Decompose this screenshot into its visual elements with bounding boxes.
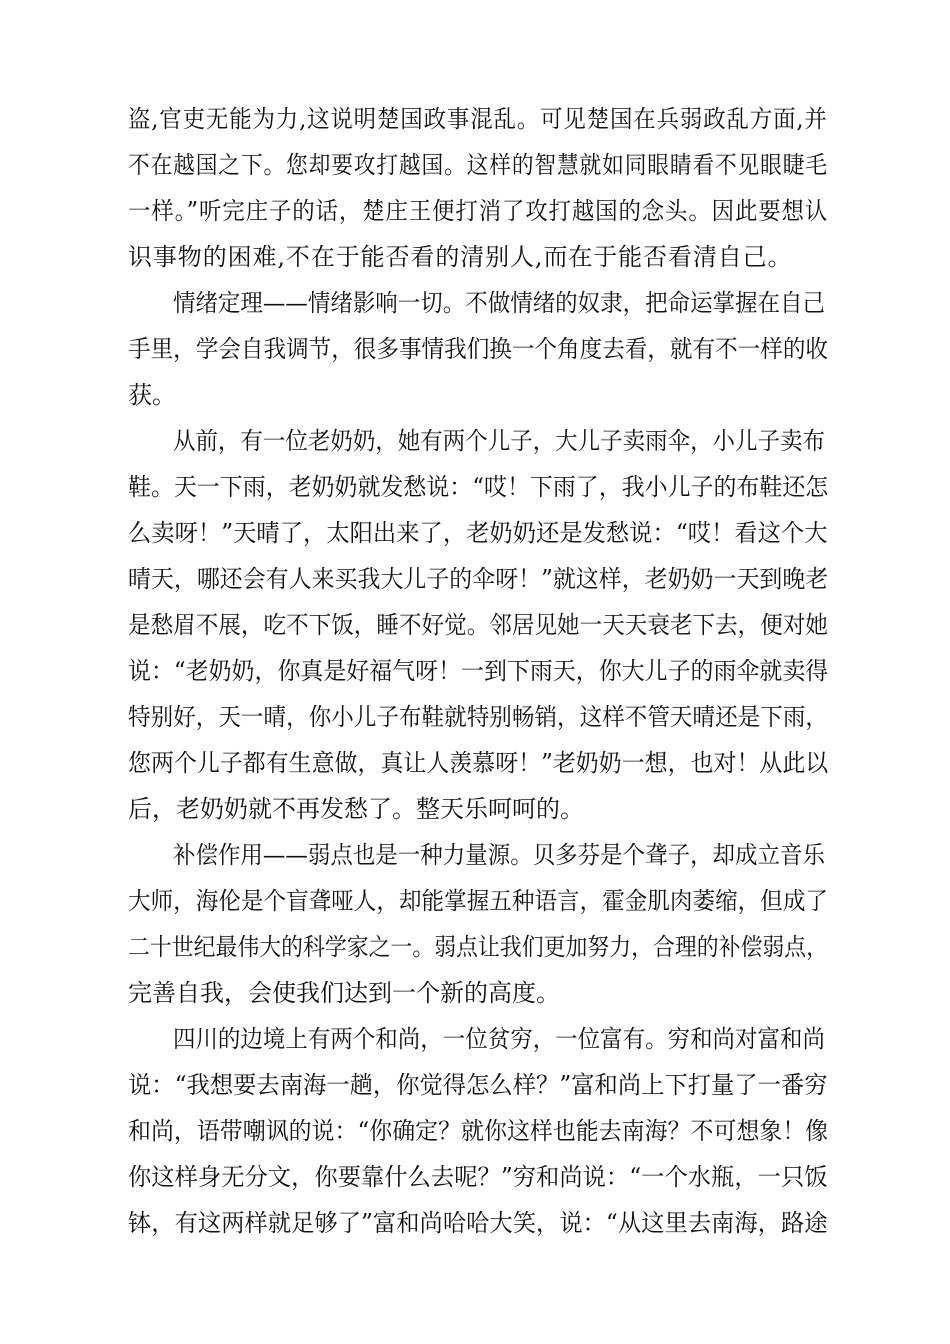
text-line: 补偿作用——弱点也是一种力量源。贝多芬是个聋子，却成立音乐 (172, 841, 825, 869)
text-line: 后，老奶奶就不再发愁了。整天乐呵呵的。 (128, 795, 584, 823)
text-line: 手里，学会自我调节，很多事情我们换一个角度去看，就有不一样的收 (128, 335, 828, 363)
text-line: 您两个儿子都有生意做，真让人羡慕呀！”老奶奶一想，也对！从此以 (128, 749, 829, 777)
paragraph-grandma-story (128, 418, 828, 832)
text-line: 说：“老奶奶，你真是好福气呀！一到下雨天，你大儿子的雨伞就卖得 (128, 657, 829, 685)
text-line: 四川的边境上有两个和尚，一位贫穷，一位富有。穷和尚对富和尚 (172, 1025, 825, 1053)
text-line: 识事物的困难,不在于能否看的清别人,而在于能否看清自己。 (128, 243, 793, 271)
text-line: 说：“我想要去南海一趟，你觉得怎么样？”富和尚上下打量了一番穷 (128, 1071, 828, 1099)
text-line: 鞋。天一下雨，老奶奶就发愁说：“哎！下雨了，我小儿子的布鞋还怎 (128, 473, 829, 501)
text-line: 从前，有一位老奶奶，她有两个儿子，大儿子卖雨伞，小儿子卖布 (172, 427, 825, 455)
text-line: 你这样身无分文，你要靠什么去呢？”穷和尚说：“一个水瓶，一只饭 (128, 1163, 828, 1191)
text-line: 晴天，哪还会有人来买我大儿子的伞呀！”就这样，老奶奶一天到晚老 (128, 565, 829, 593)
text-line: 是愁眉不展，吃不下饭，睡不好觉。邻居见她一天天衰老下去，便对她 (128, 611, 828, 639)
text-line: 大师，海伦是个盲聋哑人，却能掌握五种语言，霍金肌肉萎缩，但成了 (128, 887, 828, 915)
text-line: 二十世纪最伟大的科学家之一。弱点让我们更加努力，合理的补偿弱点， (128, 933, 828, 961)
paragraph-emotion-law (128, 280, 828, 418)
paragraph-compensation (128, 832, 828, 1016)
text-line: 么卖呀！”天晴了，太阳出来了，老奶奶还是发愁说：“哎！看这个大 (128, 519, 828, 547)
text-line: 钵，有这两样就足够了”富和尚哈哈大笑，说：“从这里去南海，路途 (128, 1209, 828, 1237)
text-line: 完善自我，会使我们达到一个新的高度。 (128, 979, 560, 1007)
text-line: 和尚，语带嘲讽的说：“你确定？就你这样也能去南海？不可想象！像 (128, 1117, 829, 1145)
text-line: 特别好，天一晴，你小儿子布鞋就特别畅销，这样不管天晴还是下雨， (128, 703, 828, 731)
text-line: 一样。”听完庄子的话，楚庄王便打消了攻打越国的念头。因此要想认 (128, 197, 829, 225)
paragraph-chu-state-story (128, 96, 828, 280)
text-line: 获。 (128, 381, 176, 409)
text-line: 不在越国之下。您却要攻打越国。这样的智慧就如同眼睛看不见眼睫毛 (128, 151, 828, 179)
text-line: 情绪定理——情绪影响一切。不做情绪的奴隶，把命运掌握在自己 (172, 289, 825, 317)
document-page (128, 96, 828, 1246)
paragraph-monks-story (128, 1016, 828, 1246)
text-line: 盗,官吏无能为力,这说明楚国政事混乱。可见楚国在兵弱政乱方面,并 (128, 105, 828, 133)
